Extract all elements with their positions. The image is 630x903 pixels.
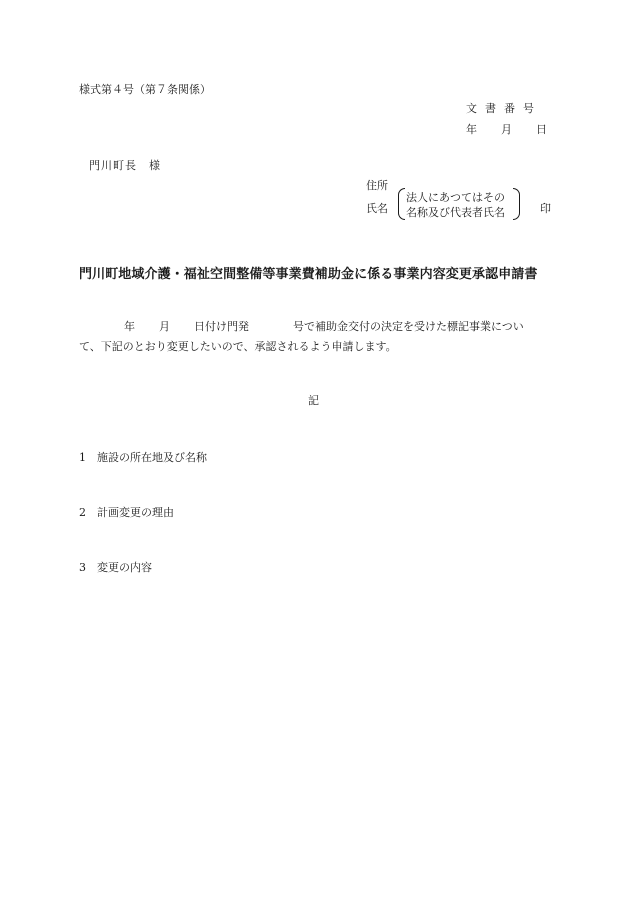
date-month: 月 [501, 123, 512, 136]
document-title: 門川町地域介護・福祉空間整備等事業費補助金に係る事業内容変更承認申請書 [79, 267, 538, 282]
right-parenthesis [513, 188, 520, 220]
address-label: 住所 [366, 179, 388, 192]
item-3 [79, 559, 152, 575]
item-3-label: 変更の内容 [97, 561, 152, 574]
body-month: 月 [159, 320, 170, 333]
body-line1-rest: 号で補助金交付の決定を受けた標記事業につい [293, 320, 524, 333]
body-year: 年 [124, 320, 135, 333]
item-2-number: 2 [79, 506, 86, 519]
item-2 [79, 504, 174, 520]
document-number-label: 文書番号 [466, 102, 542, 115]
corporate-note [398, 188, 520, 220]
seal-mark: 印 [540, 202, 551, 215]
form-number: 様式第４号（第７条関係） [79, 83, 211, 96]
item-3-number: 3 [79, 561, 86, 574]
addressee: 門川町長 様 [89, 159, 161, 172]
item-1 [79, 449, 207, 465]
name-label: 氏名 [366, 202, 388, 215]
corporate-note-line2: 名称及び代表者氏名 [406, 206, 505, 219]
date-year: 年 [466, 123, 477, 136]
ki-heading: 記 [308, 394, 319, 407]
body-line-2: て、下記のとおり変更したいので、承認されるよう申請します。 [79, 340, 397, 353]
item-2-label: 計画変更の理由 [97, 506, 174, 519]
body-reference: 日付け門発 [194, 320, 249, 333]
left-parenthesis [398, 188, 405, 220]
date-day: 日 [536, 123, 547, 136]
date-line [466, 121, 547, 137]
item-1-number: 1 [79, 451, 86, 464]
body-line-1 [79, 318, 524, 334]
item-1-label: 施設の所在地及び名称 [97, 451, 207, 464]
corporate-note-line1: 法人にあつてはその [406, 191, 505, 204]
